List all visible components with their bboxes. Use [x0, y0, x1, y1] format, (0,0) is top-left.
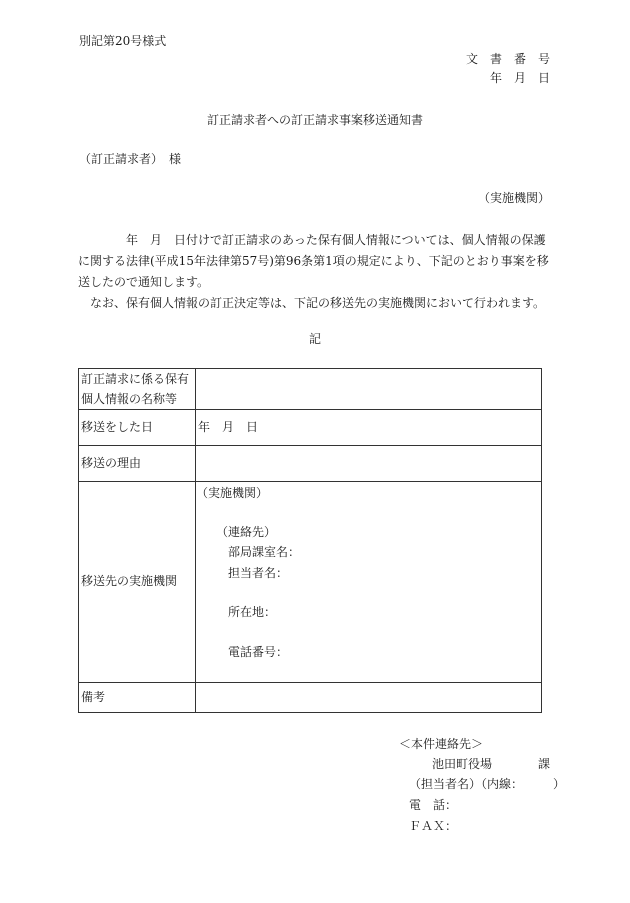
row-destination-agency-label: 移送先の実施機関 [79, 482, 196, 683]
contact-office: 池田町役場 [432, 757, 493, 771]
row-remarks-value [196, 683, 542, 713]
destination-address: 所在地： [228, 605, 277, 619]
row-transfer-reason-value [196, 446, 542, 482]
row-target-info-value [196, 369, 542, 410]
form-number: 別記第20号様式 [79, 34, 167, 48]
ki-heading: 記 [308, 332, 321, 346]
row-transfer-reason-label: 移送の理由 [79, 446, 196, 482]
contact-heading: ＜本件連絡先＞ [399, 737, 484, 751]
contact-person: （担当者名）（内線： ） [409, 777, 566, 791]
row-transfer-date-label: 移送をした日 [79, 410, 196, 446]
table-row [79, 369, 542, 410]
table-row [79, 446, 542, 482]
document-title: 訂正請求者への訂正請求事案移送通知書 [206, 113, 423, 127]
date-label: 年 月 日 [489, 71, 550, 85]
sender-agency: （実施機関） [477, 191, 550, 205]
contact-section: 課 [538, 757, 551, 771]
addressee: （訂正請求者） 様 [79, 152, 182, 166]
body-paragraph-2: なお、保有個人情報の訂正決定等は、下記の移送先の実施機関において行われます。 [90, 296, 546, 310]
destination-department: 部局課室名： [228, 545, 301, 559]
row-target-info-label: 訂正請求に係る保有 個人情報の名称等 [79, 369, 196, 410]
destination-agency: （実施機関） [196, 486, 269, 500]
table-row [79, 410, 542, 446]
destination-person: 担当者名： [228, 566, 289, 580]
notice-body [78, 230, 552, 314]
destination-contact-heading: （連絡先） [216, 525, 277, 539]
row-transfer-date-value: 年 月 日 [196, 410, 542, 446]
contact-fax: ＦＡＸ： [409, 819, 458, 833]
body-paragraph-1: 年 月 日付けで訂正請求のあった保有個人情報については、個人情報の保護に関する法律(平成15年法律第57号)第96条第1項の規定により、下記のとおり事案を移送したので通知します。 [78, 233, 549, 289]
row-remarks-label: 備考 [79, 683, 196, 713]
destination-phone: 電話番号： [228, 645, 289, 659]
contact-phone: 電 話： [409, 798, 458, 812]
record-table [78, 368, 542, 713]
table-row [79, 683, 542, 713]
document-number-label: 文 書 番 号 [465, 52, 550, 66]
table-row [79, 482, 542, 683]
